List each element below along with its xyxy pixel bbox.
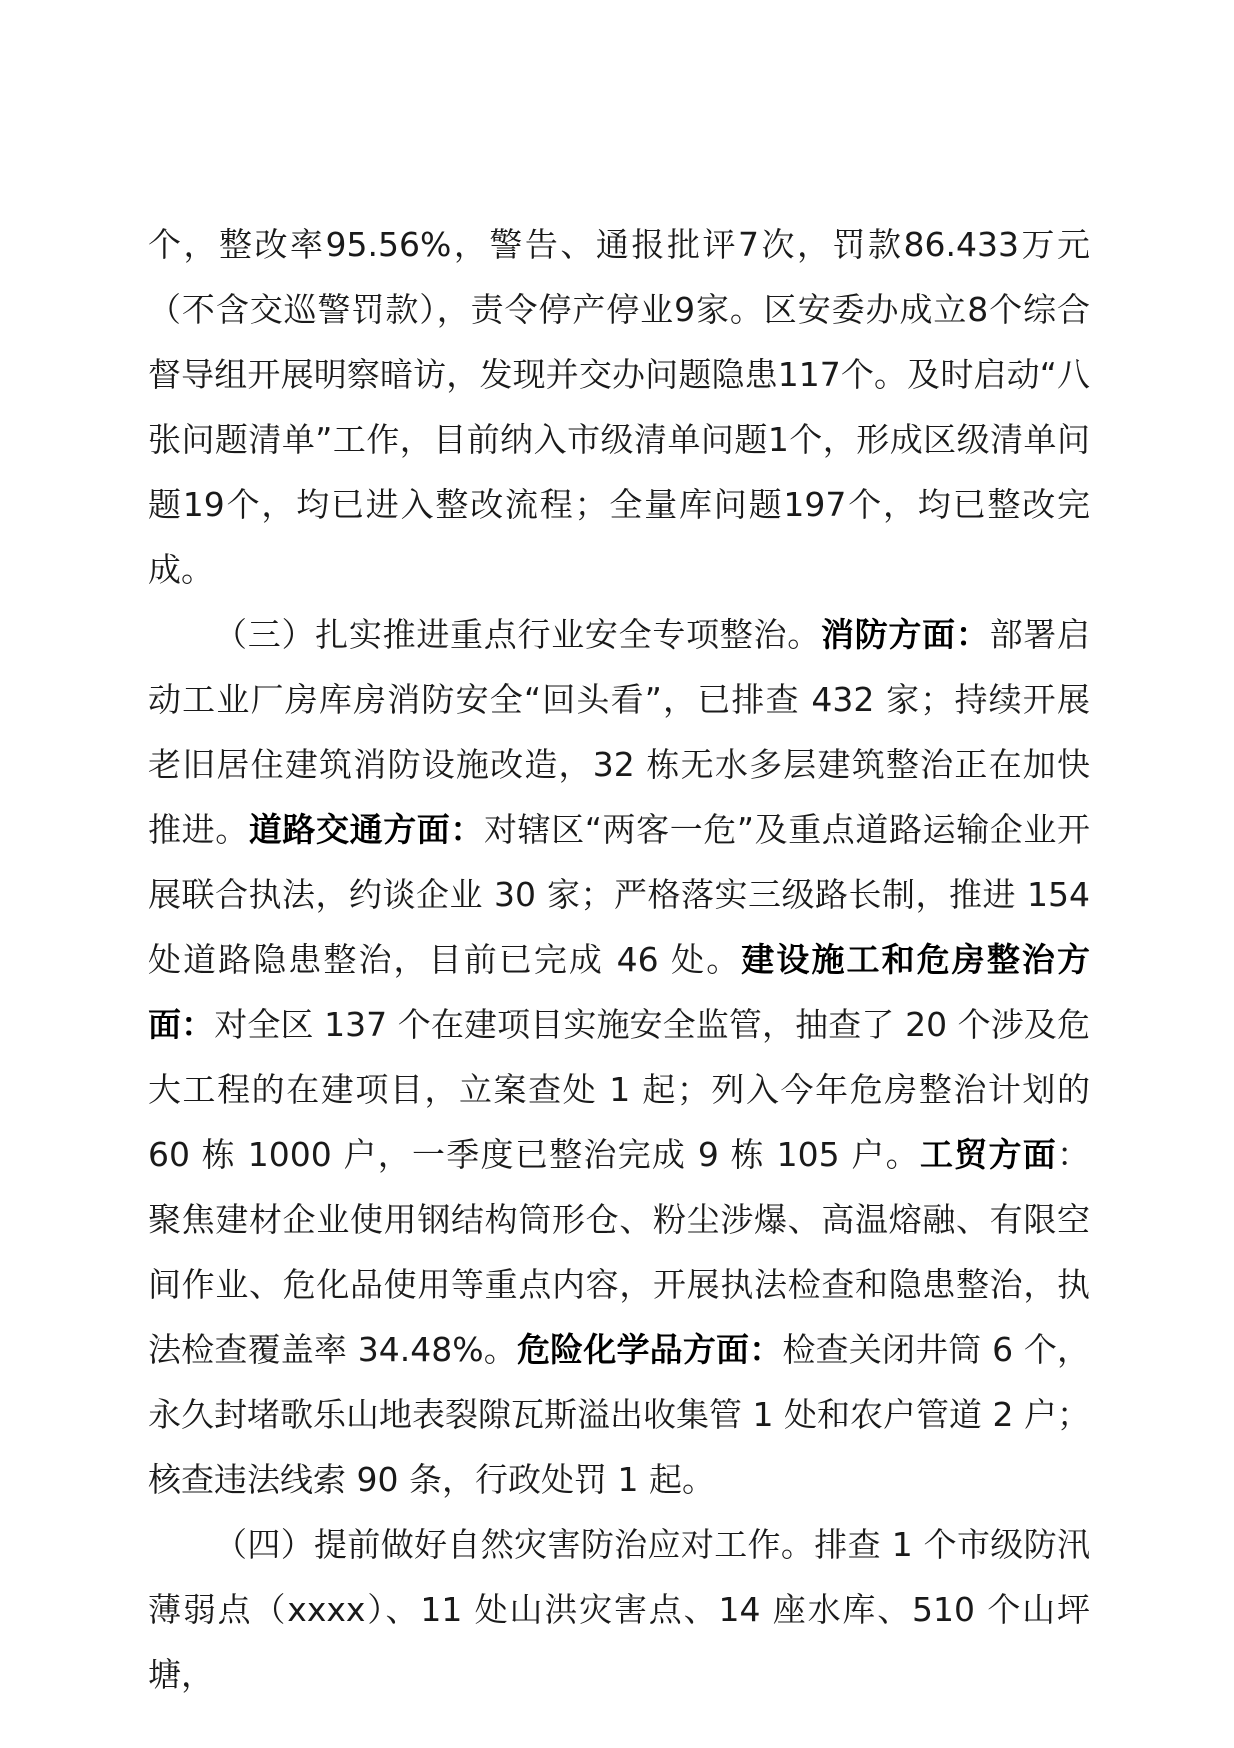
paragraph-p3 [148,1512,1090,1707]
text-run: （四）提前做好自然灾害防治应对工作。排查 1 个市级防汛薄弱点（xxxx）、11 处山洪灾害点、14 座水库、510 个山坪塘， [148,1525,1090,1694]
text-run: 对全区 137 个在建项目实施安全监管，抽查了 20 个涉及危大工程的在建项目，立案查处 1 起；列入今年危房整治计划的 60 栋 1000 户，一季度已整治完成 9 栋 105 户。 [148,1005,1091,1174]
document-body [148,212,1090,1707]
section-heading-run: 道路交通方面： [248,810,485,849]
paragraph-p2 [148,602,1090,1512]
section-heading-run: 危险化学品方面： [516,1330,783,1369]
text-run: 个，整改率95.56%，警告、通报批评7次，罚款86.433万元（不含交巡警罚款），责令停产停业9家。区安委办成立8个综合督导组开展明察暗访，发现并交办问题隐患117个。及时启动“八张问题清单”工作，目前纳入市级清单问题1个，形成区级清单问题19个，均已进入整改流程；全量库问题197个，均已整改完成。 [148,225,1090,589]
text-run: 对辖区“两客一危”及重点道路运输企业开展联合执法，约谈企业 30 家；严格落实三级路长制，推进 154 处道路隐患整治，目前已完成 46 处。 [148,810,1091,979]
text-run: （三）扎实推进重点行业安全专项整治。 [214,615,821,654]
section-heading-run: 工贸方面 [919,1135,1057,1174]
section-heading-run: 建设施工和危房整治方面： [148,940,1090,1044]
text-run: 部署启动工业厂房库房消防安全“回头看”，已排查 432 家；持续开展老旧居住建筑消防设施改造，32 栋无水多层建筑整治正在加快推进。 [148,615,1091,849]
text-run: ：聚焦建材企业使用钢结构筒形仓、粉尘涉爆、高温熔融、有限空间作业、危化品使用等重点内容，开展执法检查和隐患整治，执法检查覆盖率 34.48%。 [148,1135,1090,1369]
section-heading-run: 消防方面： [820,615,990,654]
text-run: 检查关闭井筒 6 个，永久封堵歌乐山地表裂隙瓦斯溢出收集管 1 处和农户管道 2 户；核查违法线索 90 条，行政处罚 1 起。 [148,1330,1091,1499]
paragraph-p1 [148,212,1090,602]
